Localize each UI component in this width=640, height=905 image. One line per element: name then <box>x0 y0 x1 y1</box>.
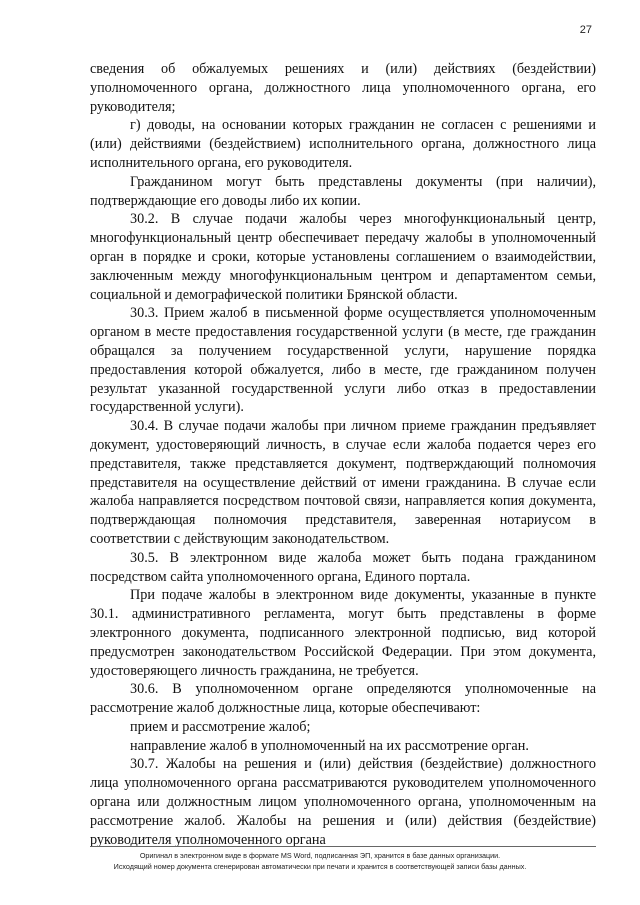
paragraph: 30.7. Жалобы на решения и (или) действия (бездействие) должностного лица уполномоченного органа рассматриваются руководителем уполномоченного органа или должностным лицом уполномоченного органа, уполномоченным на рассмотрение жалоб. Жалобы на решения и (или) действия (бездействие) руководителя уполномоченного органа <box>90 756 596 848</box>
paragraph: Гражданином могут быть представлены документы (при наличии), подтверждающие его доводы либо их копии. <box>90 173 596 209</box>
footer-line-number: Исходящий номер документа сгенерирован автоматически при печати и хранится в соответствующей записи базы данных. <box>113 862 527 871</box>
page-number: 27 <box>579 24 592 36</box>
paragraph: При подаче жалобы в электронном виде документы, указанные в пункте 30.1. административного регламента, могут быть представлены в форме электронного документа, подписанного электронной подписью, вид которой предусмотрен законодательством Российской Федерации. При этом документа, удостоверяющего личность гражданина, не требуется. <box>90 587 596 679</box>
footer-divider <box>90 846 596 847</box>
footer-line-original: Оригинал в электронном виде в формате MS Word, подписанная ЭП, хранится в базе данных организации. <box>139 851 501 860</box>
paragraph: 30.3. Прием жалоб в письменной форме осуществляется уполномоченным органом в месте предоставления государственной услуги (в месте, где гражданин обращался за получением государственной услуги, нарушение порядка предоставления которой обжалуется, либо в месте, где гражданином получен результат указанной государственной услуги либо отказ в предоставлении государственной услуги). <box>90 305 596 416</box>
paragraph: 30.6. В уполномоченном органе определяются уполномоченные на рассмотрение жалоб должностные лица, которые обеспечивают: <box>90 681 596 717</box>
paragraph: прием и рассмотрение жалоб; <box>130 718 311 735</box>
document-body <box>90 60 596 849</box>
paragraph: сведения об обжалуемых решениях и (или) действиях (бездействии) уполномоченного органа, должностного лица уполномоченного органа, его руководителя; <box>90 61 596 115</box>
paragraph: 30.2. В случае подачи жалобы через многофункциональный центр, многофункциональный центр обеспечивает передачу жалобы в уполномоченный орган в порядке и сроки, которые установлены соглашением о взаимодействии, заключенным между многофункциональным центром и департаментом семьи, социальной и демографической политики Брянской области. <box>90 211 596 303</box>
footer <box>60 850 580 872</box>
paragraph: направление жалоб в уполномоченный на их рассмотрение орган. <box>130 737 529 754</box>
paragraph: 30.5. В электронном виде жалоба может быть подана гражданином посредством сайта уполномоченного органа, Единого портала. <box>90 549 596 585</box>
paragraph: 30.4. В случае подачи жалобы при личном приеме гражданин предъявляет документ, удостоверяющий личность, в случае если жалоба подается через его представителя, также представляется документ, подтверждающий полномочия представителя на осуществление действий от имени гражданина. В случае если жалоба направляется посредством почтовой связи, направляется копия документа, подтверждающая полномочия представителя, заверенная нотариусом в соответствии с действующим законодательством. <box>90 418 596 547</box>
paragraph: г) доводы, на основании которых гражданин не согласен с решениями и (или) действиями (бездействием) исполнительного органа, должностного лица исполнительного органа, его руководителя. <box>90 117 596 171</box>
